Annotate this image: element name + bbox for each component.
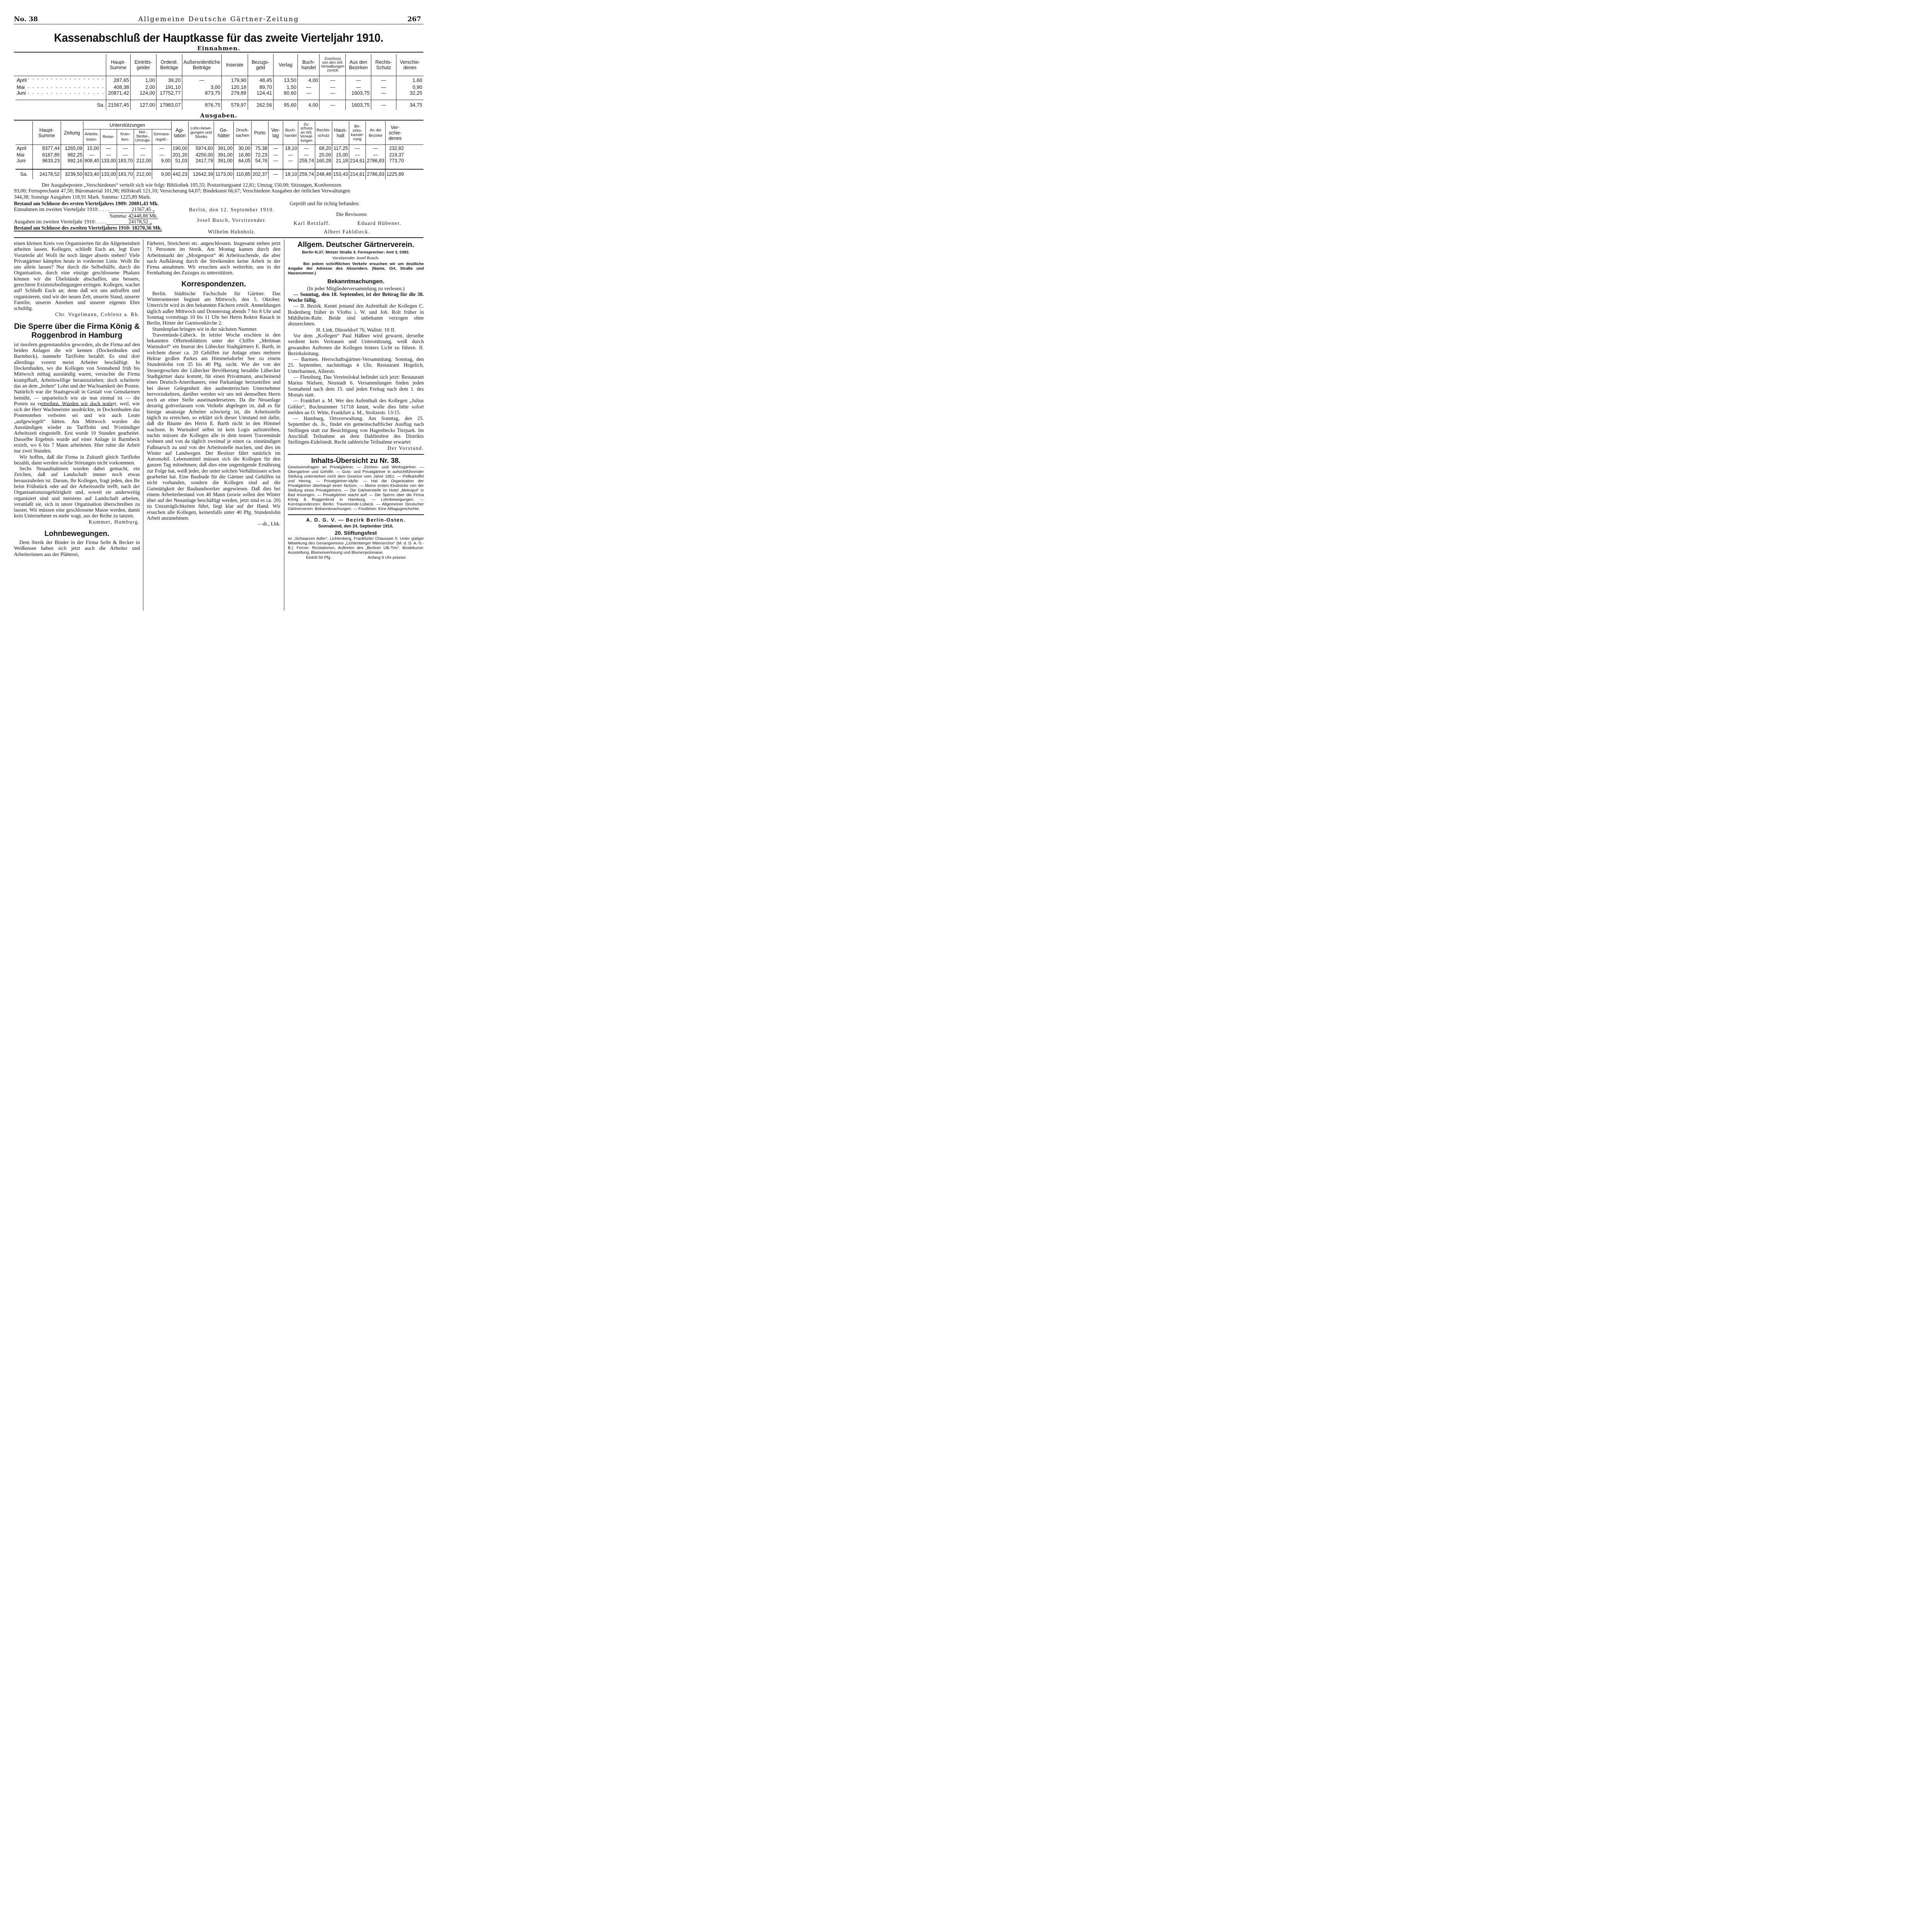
section-rule	[288, 454, 424, 455]
income-cell: 3,00	[182, 84, 222, 90]
expense-cell: 214,61	[349, 158, 366, 164]
income-col-header: Verschie-denes	[396, 54, 423, 76]
income-cell: 89,70	[248, 84, 273, 90]
expense-col-header: Porto	[252, 121, 269, 145]
income-row-label: Mai	[15, 84, 106, 90]
balance-label: Einnahmen im zweiten Vierteljahr 1910: . . . .	[14, 206, 109, 213]
income-cell: —	[371, 100, 396, 110]
expense-cell: —	[298, 152, 315, 158]
issue-number: No. 38	[14, 15, 38, 23]
income-cell: 873,75	[182, 90, 222, 96]
section-rule	[14, 237, 423, 238]
notice-paragraph: — Barmen. Herrschaftsgärtner-Versammlung. Sonntag, den 25. September, nachmittags 4 Uhr, Restaurant Hegelich, Unterbarmen, Alleestr.	[288, 356, 424, 374]
income-cell: 13,50	[273, 76, 297, 84]
expense-cell: 992,16	[61, 158, 83, 164]
expense-cell: 391,00	[214, 145, 233, 152]
expense-cell: 18,10	[283, 169, 298, 179]
notice-paragraph: — Hamburg, Ortsverwaltung. Am Sonntag, den 25. September ds. Js., findet ein gemeinschaftlicher Ausflug nach Stellingen statt zur Besichtigung von Hagenbecks Tierpark. Im Anschluß Teilnahme an dem Dahlienfest des Distrikts Stellingen-Eidelstedt. Recht zahlreiche Teilnahme erwartet	[288, 415, 424, 445]
expense-col-header: Ver-lag	[268, 121, 283, 145]
income-cell: 39,20	[156, 76, 182, 84]
expense-cell: 391,00	[214, 158, 233, 164]
expense-cell: —	[100, 145, 117, 152]
expense-cell: 442,23	[172, 169, 189, 179]
expense-cell: 153,43	[332, 169, 349, 179]
income-cell: 21567,45	[106, 100, 130, 110]
revisor-signature: Albert Fahldieck.	[324, 229, 370, 235]
income-cell: 279,89	[222, 90, 248, 96]
expense-cell: 54,76	[252, 158, 269, 164]
inhalt-heading: Inhalts-Übersicht zu Nr. 38.	[311, 456, 401, 464]
expense-cell: —	[268, 152, 283, 158]
expense-cell: 9,00	[152, 169, 172, 179]
expense-col-header: Arbeits-losen-	[83, 129, 100, 145]
income-cell: 579,97	[222, 100, 248, 110]
expense-cell: —	[283, 152, 298, 158]
notice-paragraph: Vor dem „Kollegen“ Paul Häßner wird gewarnt, derselbe verdient kein Vertrauen und Unterstützung, weiß durch gewandtes Auftreten die Kollegen hinters Licht zu führen. II. Bezirksleitung.	[288, 332, 424, 356]
income-cell: 262,56	[248, 100, 273, 110]
article-signature: Kummer, Hamburg.	[88, 519, 140, 525]
expense-cell: 117,25	[332, 145, 349, 152]
expense-row	[15, 145, 423, 152]
adgv-heading: A. D. G. V. — Bezirk Berlin-Osten.	[306, 517, 406, 523]
expense-row-label: Mai	[17, 152, 25, 158]
expense-cell: 68,20	[315, 145, 332, 152]
breakdown-line: Der Ausgabeposten „Verschiedenes“ verteilt sich wie folgt: Bibliothek 105,55; Postzeitungsamt 12,81; Umzug 150,00; Sitzungen, Konferenzen	[42, 182, 342, 188]
expense-cell: —	[152, 152, 172, 158]
expense-col-header: Zu-schuss an örtl. Verwal-tungen	[298, 121, 315, 145]
article-paragraph: Dem Streik der Binder in der Firma Seibt & Becker in Weißensee haben sich jetzt auch die Arbeiter und Arbeiterinnen aus der Plätterei,	[14, 539, 140, 557]
short-rule	[41, 405, 113, 406]
adgv-begin: Anfang 9 Uhr präzise	[367, 555, 406, 560]
expense-cell: 259,74	[298, 169, 315, 179]
column-1	[14, 240, 140, 557]
expense-cell: 908,40	[83, 158, 100, 164]
income-cell: 1,00	[130, 76, 156, 84]
notice-paragraph: — II. Bezirk. Kennt jemand den Aufenthalt der Kollegen C. Bodenberg früher in Vlotho i. W. und Joh. Rolt früher in Mühlheim-Ruhr. Beide sind unbekannt verzogen ohne abzurechnen.	[288, 303, 424, 327]
notice-signature: Der Vorstand.	[388, 445, 424, 451]
sperre-heading: Die Sperre über die Firma König & Roggenbrod in Hamburg	[14, 322, 140, 340]
income-col-header: Inserate	[222, 54, 248, 76]
income-cell: 95,60	[273, 100, 297, 110]
income-col-header: Zuschuss von den örtl. Verwaltungen zurück	[320, 54, 346, 76]
expense-cell: 190,00	[172, 145, 189, 152]
income-cell: 4,00	[298, 100, 320, 110]
support-group-header: Unterstützungen	[83, 121, 172, 129]
expense-col-header: Buch-handel	[283, 121, 298, 145]
balance-row	[14, 219, 176, 225]
revisor-signature: Eduard Hübener.	[357, 220, 401, 226]
income-table	[15, 54, 423, 110]
expense-cell: —	[117, 145, 134, 152]
balance-row	[14, 201, 176, 206]
expense-cell: —	[349, 152, 366, 158]
expense-sum-label: Sa.	[20, 172, 28, 177]
expense-cell: 51,03	[172, 158, 189, 164]
expense-cell: 923,40	[83, 169, 100, 179]
expense-cell: 75,38	[252, 145, 269, 152]
expense-cell: 219,37	[385, 152, 405, 158]
expense-cell: —	[349, 145, 366, 152]
article-paragraph: Färberei, Streicherei etc. angeschlossen. Insgesamt stehen jetzt 71 Personen im Streik. Am Montag kamen durch den Arbeitsmarkt der „Morgenpost“ 46 Arbeitsuchende, die aber nach Aufklärung durch die Streikenden keine Arbeit in der Firma annahmen. Wir ersuchen auch weiterhin, uns in der Fernhaltung des Zuzuges zu unterstützen.	[147, 240, 280, 276]
notice-paragraph: — Flensburg. Das Vereinslokal befindet sich jetzt: Restaurant Marius Nielsen, Neustadt 6. Versammlungen finden jeden Sonnabend nach dem 15. und jeden Freitag nach dem 1. des Monats statt.	[288, 374, 424, 398]
expense-cell: —	[268, 158, 283, 164]
income-cell: 287,65	[106, 76, 130, 84]
balance-label: Bestand am Schlusse des zweiten Vierteljahres 1910:	[14, 225, 131, 231]
expense-col-header: Be-zirks-kassie-rung	[349, 121, 366, 145]
adgv-date: Sonnabend, den 24. September 1910,	[318, 524, 394, 529]
income-col-header: Haupt-Summe	[106, 54, 130, 76]
income-cell: —	[371, 90, 396, 96]
income-row-label: April	[15, 76, 106, 84]
article-paragraph: einen kleinen Kreis von Organisierten für die Allgemeinheit arbeiten lassen. Kollegen, schließt Euch an, legt Eure Vorurteile ab! Wollt ihr noch länger abseits stehen? Viele Privatgärtner kämpfen heute in vorderster Linie. Wollt Ihr uns allein lassen? Nur durch die Selbsthülfe, durch die Organisation, durch eine einzige geschlossene Phalanx können wir die Übelstände abschaffen, uns bessere, gerechtere Existenzbedingungen erringen. Kollegen, wachet auf! Schließt Euch an; denn daß wir uns aufraffen und organisieren, sind wir der neuen Zeit, unserm Stand, unserer Familie, unserm Ansehen und unserer eigenen Ehre schuldig.	[14, 240, 140, 311]
balance-row	[14, 206, 176, 213]
adgv-paragraph: im „Schwarzen Adler“, Lichtenberg, Frankfurter Chaussee 5. Unter gütiger Mitwirkung des Gesangvereins „Lichtenberger Männerchor“ (M. d. D. A.-S.-B.). Ferner: Rezitationen, Auftreten des „Berliner Ulk-Trio“. Bindekunst-Ausstellung, Blumenverlosung und Blumenpolonaise.	[288, 536, 424, 555]
breakdown-line: 344,38; Sonstige Ausgaben 118,91 Mark. Summa: 1225,89 Mark.	[14, 194, 151, 200]
income-col-header: Buch-handel	[298, 54, 320, 76]
income-cell: 124,41	[248, 90, 273, 96]
expense-col-header: Ge-hälter	[214, 121, 233, 145]
balance-label: Bestand am Schlusse des ersten Vierteljahres 1909:	[14, 201, 127, 206]
expense-cell: 2786,83	[366, 169, 386, 179]
income-cell: 32,25	[396, 90, 423, 96]
expense-cell: 1173,00	[214, 169, 233, 179]
income-cell: 408,38	[106, 84, 130, 90]
income-row	[15, 84, 423, 90]
income-cell: 0,90	[396, 84, 423, 90]
income-row	[15, 76, 423, 84]
expense-col-header: Haus-halt	[332, 121, 349, 145]
income-cell: —	[346, 76, 371, 84]
expense-cell: 18,10	[283, 145, 298, 152]
expense-cell: —	[283, 158, 298, 164]
income-cell: —	[298, 90, 320, 96]
income-cell: 876,75	[182, 100, 222, 110]
expense-cell: 64,05	[233, 158, 251, 164]
income-sum-row	[15, 100, 423, 110]
income-cell: 1603,75	[346, 90, 371, 96]
balance-block	[14, 201, 176, 231]
adgv-festival: 20. Stiftungsfest	[335, 530, 377, 536]
income-label-header	[15, 54, 106, 76]
income-cell: 80,60	[273, 90, 297, 96]
section-rule	[288, 514, 424, 515]
article-signature: —dt., Lbk.	[257, 521, 280, 527]
article-paragraph: ist insofern gegenstandslos geworden, als die Firma auf den beiden Anlagen die wir kennen (Dockenhuden und Barmbeck), nunmehr Tariflohn bezahlt. Es sind dort allerdings vorerst meist Arbeiter beschäftigt. In Dockenhuden, wo die Kollegen von Sonnabend früh bis Mittwoch mittag ausständig waren, versuchte die Firma krampfhaft, Arbeitswillige heranzuziehen; doch scheiterte das an dem „hohen“ Lohn und der Wachsamkeit der Posten. Natürlich war die Staatsgewalt in Gestalt von Gensdarmen bemüht, — unparteiisch wie sie nun einmal ist — die Posten zu vertreiben. Wurden wir doch notiert, weil, wie sich der Herr Wachmeister ausdrückte, in Dockenhuden das Postenstehen verboten sei und wir auch Leute „aufgewiegelt“ hätten. Am Mittwoch wurden die Ausständigen wieder zu Tariflohn und 9½stündiger Arbeitszeit eingestellt. Erst wurde 10 Stunden gearbeitet. Dasselbe Ergebnis wurde auf einer Anlage in Barmbeck erzielt, wo 6 bis 7 Mann arbeiteten. Hier ruhte die Arbeit nur zwei Stunden.	[14, 341, 140, 454]
spacer-row	[15, 96, 423, 100]
expense-cell: 773,70	[385, 158, 405, 164]
expense-cell: 2417,79	[188, 158, 214, 164]
income-cell: —	[346, 84, 371, 90]
expense-cell: —	[268, 169, 283, 179]
income-cell: 191,10	[156, 84, 182, 90]
expense-col-header: Lohn-bewe-gungen und Streiks	[188, 121, 214, 145]
expense-cell: 9,00	[152, 158, 172, 164]
breakdown-line: 93,00; Fernsprechamt 47,50; Büromaterial 101,90; Hilfskraft 121,10; Versicherung 64,07; Bindekunst 66,67; Verschiedene Ausgaben der örtlichen Verwaltungen	[14, 188, 350, 194]
expense-col-header: Kran-ken-	[117, 129, 134, 145]
revisors-label: Die Revisoren:	[336, 211, 368, 217]
page-number: 267	[407, 15, 421, 23]
chairman-signature: Josef Busch, Vorsitzender.	[197, 217, 267, 223]
expense-cell: 183,70	[117, 169, 134, 179]
lohnbewegungen-heading: Lohnbewegungen.	[44, 530, 109, 538]
expenses-table	[15, 121, 423, 179]
expense-cell: 6167,85	[32, 152, 61, 158]
expense-cell: 5974,60	[188, 145, 214, 152]
income-cell: 4,00	[298, 76, 320, 84]
article-paragraph: Wir hoffen, daß die Firma in Zukunft gleich Tariflohn bezahlt, dann werden solche Störungen nicht vorkommen.	[14, 454, 140, 466]
expense-cell: —	[366, 145, 386, 152]
korrespondenzen-heading: Korrespondenzen.	[181, 280, 246, 288]
expense-col-header: Gemass-regelt.-	[152, 129, 172, 145]
expense-cell: 9633,23	[32, 158, 61, 164]
expense-cell: 201,20	[172, 152, 189, 158]
expense-col-header: Zeitung	[61, 121, 83, 145]
income-col-header: Außerordentliche Beiträge	[182, 54, 222, 76]
article-paragraph: Travemünde-Lübeck. In letzter Woche erschien in den bekannten Offertenblättern unter der Chiffre „Mettman Warnsdorf“ ein Inserat des Lübecker Stadtgärtners E. Barth, in welchem dieser ca. 20 Gehilfen zur Anlage eines mehrere Hektar großen Parkes am Himmelsdorfer See zu einem Stundenlohn von 35 bis 40 Pfg. sucht. Wie der von der Steuergroschen der Lübecker Bevölkerung bezahlte Lübecker Stadtgärtner dazu kommt, für einen Privatmann, anscheinend eines Deutsch-Amerikaners, eine Parkanlage herzustellen und bei dieser Gelegenheit den ausbeuterischen Unternehmer hervorzukehren, darüber werden wir uns mit demselben Herrn noch an einer Stelle auseinandersetzen. Da die Neuanlage derartig gottverlassen vom Verkehr abgelegen ist, daß es für hiesige ansässige Arbeiter schwierig ist, die Arbeitsstelle täglich zu erreichen, so erklärt sich dieser Umstand mit dafür, daß die Bäume des Herrn E. Barth nicht in den Himmel wachsen. In Warnsdorf selbst ist kein Logis aufzutreiben, nachts müssen die Kollegen alle in dem teuren Travemünde wohnen und von da täglich zweimal je einen ca. einstündigen Fußmarsch zu und von der Arbeitsstelle machen, und dies im Winter auf Landwegen. Der Besitzer fährt natürlich im Automobil. Lebensmittel müssen sich die Kollegen für den ganzen Tag mitnehmen; daß dies eine ungenügende Ernährung zur Folge hat, weiß jeder, der unter solchen Verhältnissen schon gearbeitet hat. Eine Baubude für die Gärtner und Gehilfen ist nicht vorhanden, sondern die Kollegen sind auf die Gutmütigkeit der Bauhandwerker angewiesen. Daß dies bei einem Arbeiterbestand von 40 Mann (sowie sollen den Winter über auf der Neuanlage beschäftigt werden, jetzt sind es ca. 20) zu Unzuträglichkeiten führt, liegt klar auf der Hand. Wir ersuchen alle Kollegen, keinenfalls unter 40 Pfg. Stundenlohn Arbeit anzunehmen.	[147, 332, 280, 521]
expense-col-header: Agi-tation	[172, 121, 189, 145]
expense-cell: 15,00	[83, 145, 100, 152]
place-date: Berlin, den 12. September 1910.	[189, 207, 275, 213]
verein-chairman: Vorsitzender Josef Busch.	[332, 256, 379, 261]
article-signature: Chr. Vogelmann, Coblenz a. Rh.	[55, 311, 140, 317]
income-col-header: Ordentl. Beiträge	[156, 54, 182, 76]
verein-address: Berlin N.37, Metzer Straße 3. Fernsprecher: Amt 3, 5382.	[302, 250, 410, 255]
balance-row	[14, 213, 176, 219]
income-sum-label: Sa.	[97, 102, 105, 108]
checked-note: Geprüft und für richtig befunden:	[290, 201, 360, 206]
income-col-header: Bezugs-geld	[248, 54, 273, 76]
expense-col-header: Ver-schie-denes	[385, 121, 405, 145]
income-col-header: Verlag	[273, 54, 297, 76]
income-cell: 1603,75	[346, 100, 371, 110]
expense-cell: 133,00	[100, 169, 117, 179]
expense-cell: 214,61	[349, 169, 366, 179]
expense-cell: 110,85	[233, 169, 251, 179]
income-cell: 17752,77	[156, 90, 182, 96]
expense-row	[15, 152, 423, 158]
expense-cell: 4250,00	[188, 152, 214, 158]
expense-cell: 20,00	[315, 152, 332, 158]
income-cell: 2,00	[130, 84, 156, 90]
expense-cell: —	[366, 152, 386, 158]
column-3	[288, 240, 424, 561]
income-cell: 34,75	[396, 100, 423, 110]
expense-cell: —	[134, 145, 152, 152]
inhalt-list: Gewissensfragen an Privatgärtner. — Zechen- und Werksgärtner. — Obergärtner und Gehilfe. — Guts- und Privatgärtner in aufsichtführender Stellung unterstehen nicht dem Gesetze vom Jahre 1851. — Pellkartoffel und Hering. — Privatgärtner-Idylle. — Hat die Organisation der Privatgärtner überhaupt einen Nutzen. — Meine ersten Eindrücke von der Stellung eines Privatgärtners. — Die Gärtnerstelle im Hotel „Metropol“ in Bad Kissingen. — Privatgärtner wacht auf! — Die Sperre über die Firma König & Roggenbrod in Hamburg. — Lohnbewegungen. — Korrespondenzen: Berlin; Travemünde-Lübeck. — Allgemeiner Deutscher Gärtnerverein: Bekanntmachungen. — Feuilleton: Eine Alltagsgeschichte.	[288, 464, 424, 511]
expense-cell: 24178,52	[32, 169, 61, 179]
expense-cell: 15,00	[332, 152, 349, 158]
balance-value: 24178,52 „	[106, 219, 152, 225]
expense-cell: 1225,89	[385, 169, 405, 179]
income-cell: 120,18	[222, 84, 248, 90]
expense-cell: 21,18	[332, 158, 349, 164]
notice-paragraph: — Sonntag, den 18. September, ist der Beitrag für die 38. Woche fällig.	[288, 291, 424, 303]
bekanntmachungen-heading: Bekanntmachungen.	[327, 278, 384, 285]
revisor-signature: Karl Retzlaff.	[294, 220, 330, 226]
expense-cell: 232,82	[385, 145, 405, 152]
expense-cell: 2786,83	[366, 158, 386, 164]
income-cell: —	[371, 76, 396, 84]
newspaper-title: Allgemeine Deutsche Gärtner-Zeitung	[138, 15, 299, 23]
verein-heading: Allgem. Deutscher Gärtnerverein.	[297, 241, 414, 249]
income-row	[15, 90, 423, 96]
income-cell: —	[371, 84, 396, 90]
expense-cell: 30,00	[233, 145, 251, 152]
expense-cell: 1265,09	[61, 145, 83, 152]
income-cell: 20871,42	[106, 90, 130, 96]
income-cell: 1,60	[396, 76, 423, 84]
expense-cell: —	[134, 152, 152, 158]
income-top-rule	[14, 52, 423, 53]
income-cell: 1,50	[273, 84, 297, 90]
adgv-entry: Eintritt 50 Pfg.	[306, 555, 331, 560]
expense-label-header	[15, 121, 32, 145]
expense-row-label: Juni	[17, 158, 25, 163]
balance-value: 21567,45 „	[109, 206, 155, 213]
income-cell: —	[298, 84, 320, 90]
expense-cell: 133,00	[100, 158, 117, 164]
income-cell: —	[182, 76, 222, 84]
expenses-top-rule	[14, 120, 423, 121]
spacer-row	[15, 164, 423, 169]
expense-cell: 212,00	[134, 158, 152, 164]
verein-note: Bei jedem schriftlichen Verkehr ersuchen wir um deutliche Angabe der Adresse des Absenders. (Name, Ort, Straße und Hausnummer.)	[288, 261, 424, 276]
income-col-header: Rechts-Schutz	[371, 54, 396, 76]
expense-breakdown	[14, 182, 424, 200]
balance-label: Summa:	[110, 213, 127, 219]
expense-cell: 183,70	[117, 158, 134, 164]
balance-label: Ausgaben im zweiten Vierteljahr 1910: . . . .	[14, 218, 106, 224]
expense-cell: 212,00	[134, 169, 152, 179]
income-cell: 179,90	[222, 76, 248, 84]
adgv-footer	[288, 555, 424, 561]
income-heading: Einnahmen.	[197, 45, 240, 52]
notice-paragraph: — Frankfurt a. M. Wer den Aufenthalt des Kollegen „Julius Göhler“, Buchnummer 51718 kennt, wolle dies bitte sofort melden an O. Witte, Frankfurt a. M., Stoltzestr. 13/15.	[288, 398, 424, 415]
treasurer-signature: Wilhelm Huhnholz.	[208, 229, 256, 235]
article-paragraph: Sechs Neuaufnahmen wurden dabei gemacht, ein Zeichen, daß auf Landschaft immer noch etwas herauszuholen ist. Darum, Ihr Kollegen, fragt jeden, den Ihr beim Frühstück oder auf der Arbeitsstelle trefft, nach der Organisationszugehörigkeit und, soweit sie anderweitig organisiert sind und meistens auf Landschaft arbeiten, veranlaßt sie, sich in unsre Organisation überschreiben zu lassen. Wir müssen eine geschlossene Masse werden, damit kein Unternehmer es mehr wagt, aus der Reihe zu tanzen.	[14, 466, 140, 519]
balance-row	[14, 225, 162, 231]
income-cell: —	[320, 90, 346, 96]
income-cell: 127,00	[130, 100, 156, 110]
income-col-header: Aus den Bezirken	[346, 54, 371, 76]
income-cell: —	[320, 84, 346, 90]
balance-value: 18270,36 Mk.	[132, 225, 162, 231]
expense-col-header: Reise-	[100, 129, 117, 145]
expense-col-header: Haupt-Summe	[32, 121, 61, 145]
expense-cell: 8377,44	[32, 145, 61, 152]
article-paragraph: Stundenplan bringen wir in der nächsten Nummer.	[152, 326, 258, 332]
expense-cell: —	[268, 145, 283, 152]
expense-cell: —	[83, 152, 100, 158]
expense-cell: —	[100, 152, 117, 158]
bekanntmachungen-subtitle: (In jeder Mitgliederversammlung zu verlesen.)	[307, 285, 405, 291]
balance-value: 42448,88 Mk.	[128, 213, 158, 219]
article-paragraph: Berlin. Städtische Fachschule für Gärtner. Das Wintersemester beginnt am Mittwoch, den 5. Oktober. Unterricht wird in den bekannten Fächern erteilt. Anmeldungen täglich außer Mittwoch und Donnerstag abends 7 bis 8 Uhr und Sonntag vormittags 10 bis 11 Uhr bei Herrn Rektor Rasack in Berlin, Hinter der Garnisonkirche 2.	[147, 290, 280, 326]
expense-cell: 3239,50	[61, 169, 83, 179]
expense-cell: —	[152, 145, 172, 152]
expense-col-header: An die Bezirke	[366, 121, 386, 145]
income-cell: —	[320, 76, 346, 84]
expense-col-header: Rechts-schutz	[315, 121, 332, 145]
expense-row-label: April	[17, 145, 27, 151]
income-col-header: Eintritts-gelder	[130, 54, 156, 76]
expense-cell: —	[117, 152, 134, 158]
income-cell: 124,00	[130, 90, 156, 96]
column-2	[147, 240, 280, 527]
expense-cell: 248,48	[315, 169, 332, 179]
expense-cell: 160,28	[315, 158, 332, 164]
expenses-heading: Ausgaben.	[200, 112, 238, 119]
expense-cell: 72,23	[252, 152, 269, 158]
income-row-label: Juni	[15, 90, 106, 96]
expense-cell: 391,00	[214, 152, 233, 158]
expense-sum-row	[15, 169, 423, 179]
expense-cell: 12642,39	[188, 169, 214, 179]
expense-cell: 982,25	[61, 152, 83, 158]
income-cell: 17983,07	[156, 100, 182, 110]
expense-cell: 259,74	[298, 158, 315, 164]
expense-cell: —	[298, 145, 315, 152]
expense-col-header: Not-, Sterbe-, Umzugs-	[134, 129, 152, 145]
expense-cell: 202,37	[252, 169, 269, 179]
expense-col-header: Druck-sachen	[233, 121, 251, 145]
main-title: Kassenabschluß der Hauptkasse für das zweite Vierteljahr 1910.	[54, 31, 384, 44]
income-cell: 48,45	[248, 76, 273, 84]
expense-row	[15, 158, 423, 164]
expense-cell: 16,80	[233, 152, 251, 158]
notice-signature: H. Link, Düsseldorf 76, Wallstr. 10 II.	[316, 327, 396, 333]
balance-value: 20881,43 Mk.	[129, 201, 159, 206]
income-cell: —	[320, 100, 346, 110]
